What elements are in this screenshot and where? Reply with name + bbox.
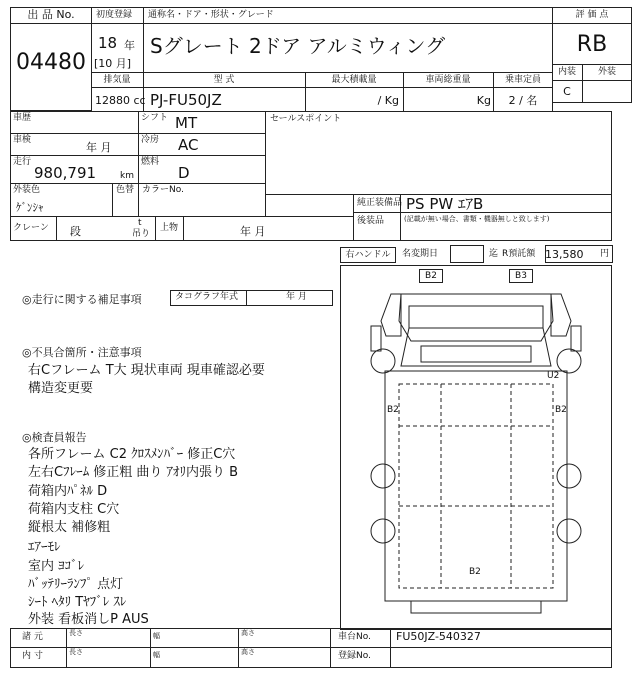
chassis-value: FU50JZ-540327 bbox=[396, 630, 481, 643]
inspection-label: 車検 bbox=[13, 135, 32, 145]
grade-label: 通称名・ドア・形状・グレード bbox=[148, 10, 274, 20]
mark-b3: B3 bbox=[515, 271, 527, 281]
lot-label: 出 品 No. bbox=[27, 8, 75, 21]
chassis-label: 車台No. bbox=[338, 632, 371, 642]
crane-stage: 段 bbox=[70, 225, 81, 238]
model-label: 型 式 bbox=[213, 75, 235, 85]
color-change-label: 色替 bbox=[116, 185, 135, 195]
interior-dims-label: 内 寸 bbox=[22, 651, 43, 661]
mark-b2-rear: B2 bbox=[469, 567, 481, 577]
report-line-3: 荷箱内ﾊﾟﾈﾙ D bbox=[28, 484, 108, 499]
interior-label: 内装 bbox=[557, 67, 576, 77]
report-line-10: 外装 看板消しP AUS bbox=[28, 612, 149, 627]
mileage-unit: km bbox=[120, 171, 134, 181]
displacement-label: 排気量 bbox=[103, 75, 131, 85]
defect-line-2: 構造変更要 bbox=[28, 381, 94, 396]
tacho-label: タコグラフ年式 bbox=[175, 292, 239, 302]
rating-label: 評 価 点 bbox=[575, 10, 609, 20]
dims-label: 諸 元 bbox=[22, 632, 43, 642]
mileage-value: 980,791 bbox=[34, 164, 97, 182]
reg-label: 登録No. bbox=[338, 651, 371, 661]
history-label: 車歴 bbox=[13, 113, 32, 123]
exterior-label: 外装 bbox=[597, 67, 616, 77]
displacement-value: 12880 cc bbox=[95, 94, 146, 107]
crane-lift: 吊り bbox=[132, 229, 151, 239]
shift-label: シフト bbox=[141, 113, 169, 123]
inspector-label: ◎検査員報告 bbox=[22, 431, 87, 444]
first-reg-year: 18 bbox=[98, 34, 118, 52]
report-line-8: ﾊﾞｯﾃﾘｰﾗﾝﾌﾟ 点灯 bbox=[28, 577, 124, 592]
upper-label: 上物 bbox=[160, 223, 179, 233]
report-line-7: 室内 ﾖｺﾞﾚ bbox=[28, 559, 85, 574]
name-change-box bbox=[450, 245, 484, 263]
capacity-label: 乗車定員 bbox=[504, 75, 541, 85]
defects-label: ◎不具合箇所・注意事項 bbox=[22, 346, 142, 359]
aircon-value: AC bbox=[178, 136, 199, 154]
recycle-value: 13,580 bbox=[545, 248, 584, 261]
shaken-label: 迄 bbox=[489, 249, 499, 259]
grade-text: Sグレート 2ドア アルミウィング bbox=[150, 34, 446, 58]
mileage-label: 走行 bbox=[13, 157, 32, 167]
inner-width-label: 幅 bbox=[153, 651, 160, 659]
report-line-9: ｼｰﾄ ﾍﾀﾘ Tﾔﾌﾞﾚ ｽﾚ bbox=[28, 595, 127, 610]
inner-length-label: 長さ bbox=[69, 648, 83, 656]
footer-box bbox=[10, 628, 612, 668]
aftermarket-label: 後装品 bbox=[357, 216, 385, 226]
recycle-label: R預託額 bbox=[502, 249, 536, 259]
crane-row bbox=[10, 216, 354, 241]
fuel-value: D bbox=[178, 164, 190, 182]
gross-weight-label: 車両総重量 bbox=[425, 75, 471, 85]
fuel-label: 燃料 bbox=[141, 157, 160, 167]
mark-b2-top: B2 bbox=[425, 271, 437, 281]
name-change-label: 名変期日 bbox=[402, 249, 439, 259]
inner-height-label: 高さ bbox=[241, 648, 255, 656]
exterior-color-label: 外装色 bbox=[13, 185, 41, 195]
report-line-6: ｴｱｰﾓﾚ bbox=[28, 540, 61, 555]
max-load-label: 最大積載量 bbox=[331, 75, 377, 85]
inspection-value: 年 月 bbox=[86, 141, 112, 154]
tacho-value: 年 月 bbox=[286, 292, 307, 302]
report-line-1: 各所フレーム C2 ｸﾛｽﾒﾝﾊﾞｰ 修正C穴 bbox=[28, 447, 236, 462]
dims-height-label: 高さ bbox=[241, 629, 255, 637]
lot-number: 04480 bbox=[16, 50, 86, 75]
crane-ton: t bbox=[138, 218, 142, 228]
report-line-4: 荷箱内支柱 C穴 bbox=[28, 502, 120, 517]
max-load-value: / Kg bbox=[377, 94, 399, 107]
aftermarket-note: (記載が無い場合、書類・機器無しと致します) bbox=[404, 215, 550, 223]
mark-u2: U2 bbox=[547, 371, 560, 381]
capacity-value: 2 / 名 bbox=[508, 94, 538, 107]
sales-point-label: セールスポイント bbox=[270, 114, 342, 124]
interior-value: C bbox=[563, 85, 571, 98]
first-reg-label: 初度登録 bbox=[96, 10, 133, 20]
model-value: PJ-FU50JZ bbox=[150, 91, 222, 109]
equip-label: 純正装備品 bbox=[357, 198, 403, 208]
report-line-2: 左右Cﾌﾚｰﾑ 修正粗 曲り ｱｵﾘ内張り B bbox=[28, 465, 239, 480]
equipment-value: PS PW ｴｱB bbox=[406, 195, 484, 213]
yen-label: 円 bbox=[600, 249, 610, 259]
rating-value: RB bbox=[576, 32, 608, 57]
mark-b2-left: B2 bbox=[387, 405, 399, 415]
mark-b2-right: B2 bbox=[555, 405, 567, 415]
year-unit: 年 bbox=[124, 39, 135, 52]
running-label: ◎走行に関する補足事項 bbox=[22, 293, 142, 306]
shift-value: MT bbox=[175, 114, 198, 132]
dims-length-label: 長さ bbox=[69, 629, 83, 637]
right-handle-label: 右ハンドル bbox=[345, 250, 391, 260]
color-no-label: カラーNo. bbox=[142, 185, 184, 195]
upper-value: 年 月 bbox=[240, 225, 266, 238]
crane-label: クレーン bbox=[13, 223, 49, 233]
gross-weight-value: Kg bbox=[476, 94, 491, 107]
truck-diagram bbox=[340, 265, 612, 630]
defect-line-1: 右Cフレーム T大 現状車両 現車確認必要 bbox=[28, 363, 265, 378]
first-reg-month: [10 月] bbox=[94, 57, 132, 70]
exterior-color-value: ｹﾞﾝｼｬ bbox=[16, 201, 44, 214]
aircon-label: 冷房 bbox=[141, 135, 160, 145]
dims-width-label: 幅 bbox=[153, 632, 160, 640]
report-line-5: 縦根太 補修粗 bbox=[28, 520, 111, 535]
